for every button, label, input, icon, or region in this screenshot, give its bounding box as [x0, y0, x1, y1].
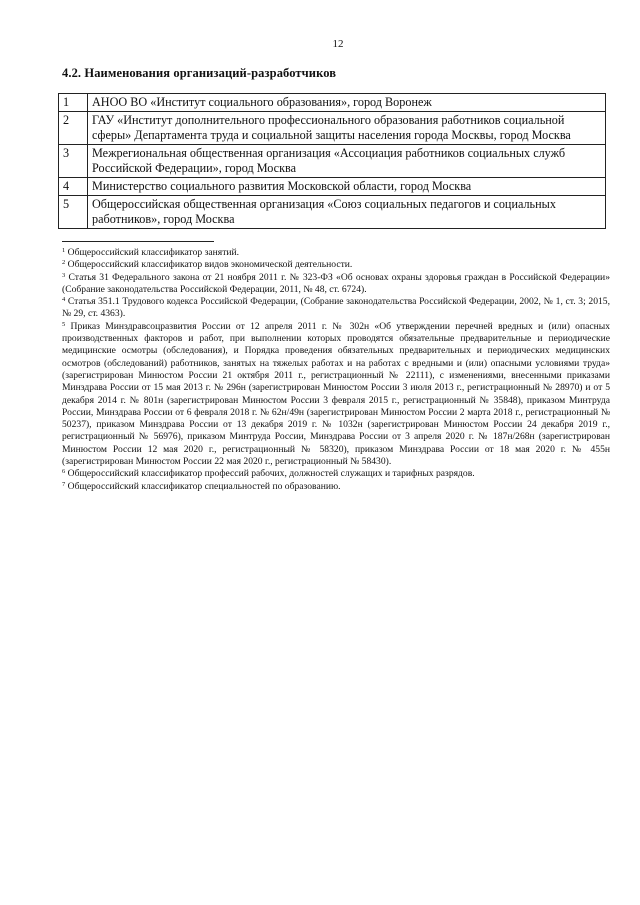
footnotes	[62, 247, 610, 493]
footnote-text: Общероссийский классификатор занятий.	[67, 247, 240, 258]
footnote	[62, 321, 610, 469]
footnote-mark: 2	[62, 259, 66, 267]
organization-name: ГАУ «Институт дополнительного профессионального образования работников социальной сферы» Департамента труда и социальной защиты населения города Москвы, город Москва	[88, 112, 606, 145]
footnote-text: Общероссийский классификатор профессий рабочих, должностей служащих и тарифных разрядов.	[67, 468, 475, 480]
footnote	[62, 481, 610, 493]
footnote-text: Статья 351.1 Трудового кодекса Российской Федерации, (Собрание законодательства Российской Федерации, 2002, № 1, ст. 3; 2015, № 29, ст. 4363).	[62, 296, 610, 320]
row-number: 3	[59, 145, 88, 178]
table-row	[59, 94, 606, 112]
page-number: 12	[332, 38, 344, 50]
footnote-mark: 7	[62, 480, 66, 488]
organization-name: АНОО ВО «Институт социального образования», город Воронеж	[88, 94, 606, 112]
footnote	[62, 468, 610, 480]
section-title: 4.2. Наименования организаций-разработчиков	[62, 66, 337, 80]
row-number: 4	[59, 178, 88, 196]
table-row	[59, 196, 606, 229]
footnote-mark: 4	[62, 296, 66, 304]
footnote-text: Общероссийский классификатор специальностей по образованию.	[67, 480, 341, 492]
footnote-text: Общероссийский классификатор видов экономической деятельности.	[67, 259, 353, 271]
table-row	[59, 112, 606, 145]
row-number: 1	[59, 94, 88, 112]
table-row	[59, 178, 606, 196]
footnote-mark: 1	[62, 247, 66, 254]
organizations-table	[58, 93, 606, 229]
row-number: 5	[59, 196, 88, 229]
organization-name: Министерство социального развития Московской области, город Москва	[88, 178, 606, 196]
footnote-mark: 6	[62, 468, 66, 476]
organization-name: Межрегиональная общественная организация «Ассоциация работников социальных служб Российской Федерации», город Москва	[88, 145, 606, 178]
footnote	[62, 296, 610, 321]
footnote-text: Статья 31 Федерального закона от 21 ноября 2011 г. № 323-ФЗ «Об основах охраны здоровья граждан в Российской Федерации» (Собрание законодательства Российской Федерации, 2011, № 48, ст. 6724).	[62, 271, 610, 295]
footnote-mark: 5	[62, 320, 66, 328]
footnote	[62, 247, 610, 259]
footnote-mark: 3	[62, 271, 66, 279]
footnote-divider	[62, 241, 214, 242]
footnote	[62, 272, 610, 297]
organization-name: Общероссийская общественная организация «Союз социальных педагогов и социальных работников», город Москва	[88, 196, 606, 229]
footnote-text: Приказ Минздравсоцразвития России от 12 апреля 2011 г. № 302н «Об утверждении перечней вредных и (или) опасных производственных факторов и работ, при выполнении которых проводятся обязательные предварительные и периодические медицинские осмотры (обследования), и Порядка проведения обязательных предварительных и периодических медицинских осмотров (обследований) работников, занятых на тяжелых работах и на работах с вредными и (или) опасными условиями труда» (зарегистрирован Минюстом России 21 октября 2011 г., регистрационный № 22111), с изменениями, внесенными приказами Минздрава России от 15 мая 2013 г. № 296н (зарегистрирован Минюстом России 3 июля 2013 г., регистрационный № 28970) и от 5 декабря 2014 г. № 801н (зарегистрирован Минюстом России 3 февраля 2015 г., регистрационный № 35848), приказом Минтруда России, Минздрава России от 6 февраля 2018 г. № 62н/49н (зарегистрирован Минюстом России 2 марта 2018 г., регистрационный № 50237), приказом Минздрава России от 13 декабря 2019 г. № 1032н (зарегистрирован Минюстом России 24 декабря 2019 г., регистрационный № 56976), приказом Минтруда России, Минздрава России от 3 апреля 2020 г. № 187н/268н (зарегистрирован Минюстом России 12 мая 2020 г., регистрационный № 58320), приказом Минздрава России от 18 мая 2020 г. № 455н (зарегистрирован Минюстом России 22 мая 2020 г., регистрационный № 58430).	[62, 320, 610, 468]
row-number: 2	[59, 112, 88, 145]
footnote	[62, 259, 610, 271]
table-row	[59, 145, 606, 178]
